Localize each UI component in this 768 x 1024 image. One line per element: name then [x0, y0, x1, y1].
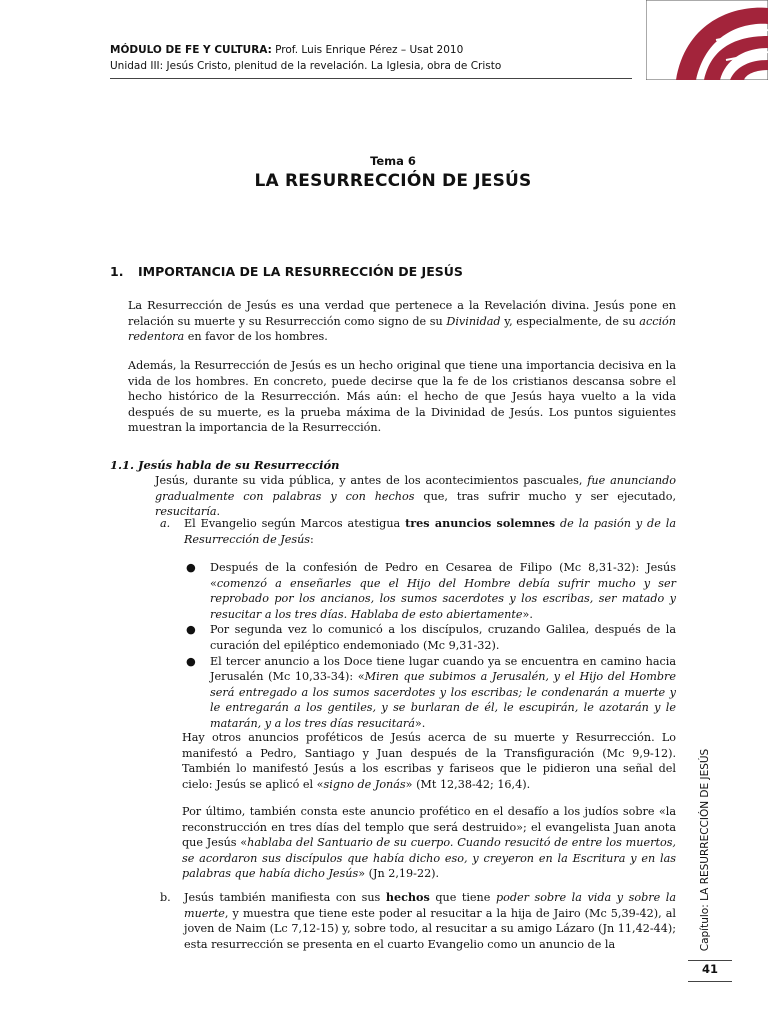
list-item-b: [160, 890, 676, 952]
page-number-bottom-rule: [688, 981, 732, 982]
chapter-label: Capítulo: LA RESURRECCIÓN DE JESÚS: [699, 748, 711, 952]
university-logo: [646, 0, 768, 80]
list-label-b: b.: [160, 891, 171, 904]
bullet-icon: ●: [186, 654, 196, 668]
header-divider: [110, 78, 632, 79]
section-title: IMPORTANCIA DE LA RESURRECCIÓN DE JESÚS: [138, 264, 463, 279]
tema-label: Tema 6: [370, 154, 416, 168]
list-text-a: El Evangelio según Marcos atestigua tres anuncios solemnes de la pasión y de la Resurrección de Jesús:: [184, 516, 676, 546]
bullet-item: ● Después de la confesión de Pedro en Cesarea de Filipo (Mc 8,31-32): Jesús «comenzó a enseñarles que el Hijo del Hombre debía sufrir mucho y ser reprobado por los ancianos, los sumos sacerdotes y los escribas, ser matado y resucitar a los tres días. Hablaba de esto abiertamente».: [186, 561, 676, 621]
bullet-icon: ●: [186, 561, 196, 574]
header-line-2: Unidad III: Jesús Cristo, plenitud de la revelación. La Iglesia, obra de Cristo: [110, 60, 502, 72]
paragraph-2: Además, la Resurrección de Jesús es un hecho original que tiene una importancia decisiva en la vida de los hombres. En concreto, puede decirse que la fe de los cristianos descansa sobre el hecho histórico de la Resurrección. Más aún: el hecho de que Jesús haya vuelto a la vida después de su muerte, es la prueba máxima de la Divinidad de Jesús. Los puntos siguientes muestran la importancia de la Resurrección.: [128, 359, 676, 435]
paragraph-4: Hay otros anuncios proféticos de Jesús acerca de su muerte y Resurrección. Lo manifestó a Pedro, Santiago y Juan después de la Transfiguración (Mc 9,9-12). También lo manifestó Jesús a los escribas y fariseos que le pidieron una señal del cielo: Jesús se aplicó el «signo de Jonás» (Mt 12,38-42; 16,4).: [182, 731, 676, 791]
section-number: 1.: [110, 264, 124, 279]
paragraph-3: Jesús, durante su vida pública, y antes de los acontecimientos pascuales, fue anunciando gradualmente con palabras y con hechos que, tras sufrir mucho y ser ejecutado, resucitaría.: [155, 474, 677, 519]
list-item-a: [160, 516, 676, 547]
page-title: LA RESURRECCIÓN DE JESÚS: [254, 171, 532, 191]
bullet-item: ● Por segunda vez lo comunicó a los discípulos, cruzando Galilea, después de la curación del epiléptico endemoniado (Mc 9,31-32).: [186, 623, 676, 652]
header-line-1: MÓDULO DE FE Y CULTURA: Prof. Luis Enrique Pérez – Usat 2010: [110, 44, 464, 56]
list-label-a: a.: [160, 517, 171, 530]
bullet-item: ● El tercer anuncio a los Doce tiene lugar cuando ya se encuentra en camino hacia Jerusalén (Mc 10,33-34): «Miren que subimos a Jerusalén, y el Hijo del Hombre será entregado a los sumos sacerdotes y los escribas; le condenarán a muerte y le entregarán a los gentiles, y se burlaran de él, le escupirán, le azotarán y le matarán, y a los tres días resucitará».: [186, 654, 676, 730]
paragraph-1: La Resurrección de Jesús es una verdad que pertenece a la Revelación divina. Jesús pone en relación su muerte y su Resurrección como signo de su Divinidad y, especialmente, de su acción redentora en favor de los hombres.: [128, 299, 677, 344]
paragraph-5: Por último, también consta este anuncio profético en el desafío a los judíos sobre «la reconstrucción en tres días del templo que será destruido»; el evangelista Juan anota que Jesús «hablaba del Santuario de su cuerpo. Cuando resucitó de entre los muertos, se acordaron sus discípulos que había dicho eso, y creyeron en la Escritura y en las palabras que había dicho Jesús» (Jn 2,19-22).: [182, 805, 676, 881]
document-header: [110, 42, 632, 74]
subsection-heading: 1.1. Jesús habla de su Resurrección: [110, 458, 340, 472]
list-text-b: Jesús también manifiesta con sus hechos que tiene poder sobre la vida y sobre la muerte, y muestra que tiene este poder al resucitar a la hija de Jairo (Mc 5,39-42), al joven de Naim (Lc 7,12-15) y, sobre todo, al resucitar a su amigo Lázaro (Jn 11,42-44); esta resurrección se presenta en el cuarto Evangelio como un anuncio de la: [184, 890, 677, 951]
page-number-top-rule: [688, 960, 732, 961]
chapter-sidebar: [699, 740, 717, 960]
bullet-list: [186, 560, 676, 732]
section-heading: [110, 264, 463, 279]
title-block: [110, 154, 676, 191]
bullet-icon: ●: [186, 623, 196, 637]
page-number: 41: [701, 962, 718, 976]
